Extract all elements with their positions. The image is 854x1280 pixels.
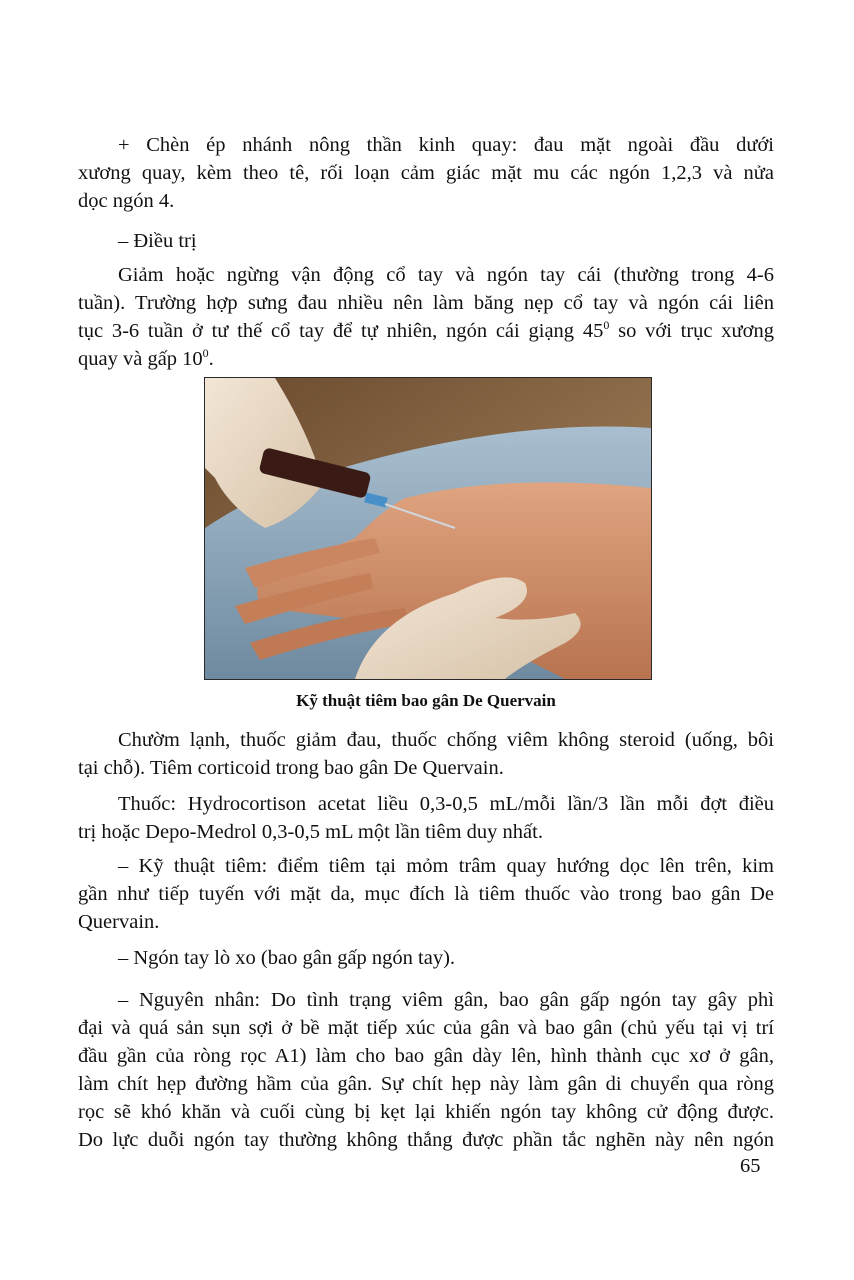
text-line: – Nguyên nhân: Do tình trạng viêm gân, bao gân gấp ngón tay gây phì [118,989,774,1011]
text-line: đại và quá sản sụn sợi ở bề mặt tiếp xúc của gân và bao gân (chủ yếu tại vị trí [78,1017,774,1039]
text-line: gần như tiếp tuyến với mặt da, mục đích là tiêm thuốc vào trong bao gân De [78,883,774,905]
text-line: – Điều trị [118,230,197,252]
heading-trigger-finger [78,944,774,972]
figure-caption: Kỹ thuật tiêm bao gân De Quervain [296,691,556,710]
paragraph-rest-and-splint [78,261,774,373]
text-line: Quervain. [78,911,160,933]
paragraph-injection-technique [78,852,774,936]
text-line: Do lực duỗi ngón tay thường không thắng được phần tắc nghẽn này nên ngón [78,1129,774,1151]
paragraph-cause [78,986,774,1154]
text-line: – Ngón tay lò xo (bao gân gấp ngón tay). [118,947,456,969]
text-segment: . [208,348,214,370]
photo-illustration [205,378,651,679]
text-line: rọc sẽ khó khăn và cuối cùng bị kẹt lại khiến ngón tay không cử động được. [78,1101,774,1123]
text-line: đầu gần của ròng rọc A1) làm cho bao gân dày lên, hình thành cục xơ ở gân, [78,1045,774,1067]
text-line: trị hoặc Depo-Medrol 0,3-0,5 mL một lần tiêm duy nhất. [78,821,543,843]
text-line: tuần). Trường hợp sưng đau nhiều nên làm băng nẹp cổ tay và ngón cái liên [78,292,774,314]
injection-technique-photo [204,377,652,680]
text-line: Chườm lạnh, thuốc giảm đau, thuốc chống viêm không steroid (uống, bôi [118,729,774,751]
paragraph-ice-and-analgesics [78,726,774,782]
superscript: 0 [202,346,209,360]
text-line: + Chèn ép nhánh nông thần kinh quay: đau mặt ngoài đầu dưới [118,134,774,156]
text-line: Thuốc: Hydrocortison acetat liều 0,3-0,5 mL/mỗi lần/3 lần mỗi đợt điều [118,793,774,815]
text-line: dọc ngón 4. [78,190,175,212]
superscript: 0 [603,318,610,332]
text-segment: quay và gấp 10 [78,348,203,370]
text-segment: tục 3-6 tuần ở tư thế cổ tay để tự nhiên, ngón cái giạng 45 [78,320,604,342]
text-line: tại chỗ). Tiêm corticoid trong bao gân De Quervain. [78,757,504,779]
text-line: Giảm hoặc ngừng vận động cổ tay và ngón tay cái (thường trong 4-6 [118,264,774,286]
text-segment: so với trục xương [609,320,775,342]
text-line: xương quay, kèm theo tê, rối loạn cảm giác mặt mu các ngón 1,2,3 và nửa [78,162,774,184]
text-line [78,317,774,345]
page-number: 65 [740,1155,761,1177]
text-line: – Kỹ thuật tiêm: điểm tiêm tại mỏm trâm quay hướng dọc lên trên, kim [118,855,774,877]
text-line: làm chít hẹp đường hầm của gân. Sự chít hẹp này làm gân di chuyển qua ròng [78,1073,774,1095]
text-line [78,345,774,373]
paragraph-superficial-radial-nerve [78,131,774,215]
heading-treatment [78,227,774,255]
paragraph-drugs [78,790,774,846]
